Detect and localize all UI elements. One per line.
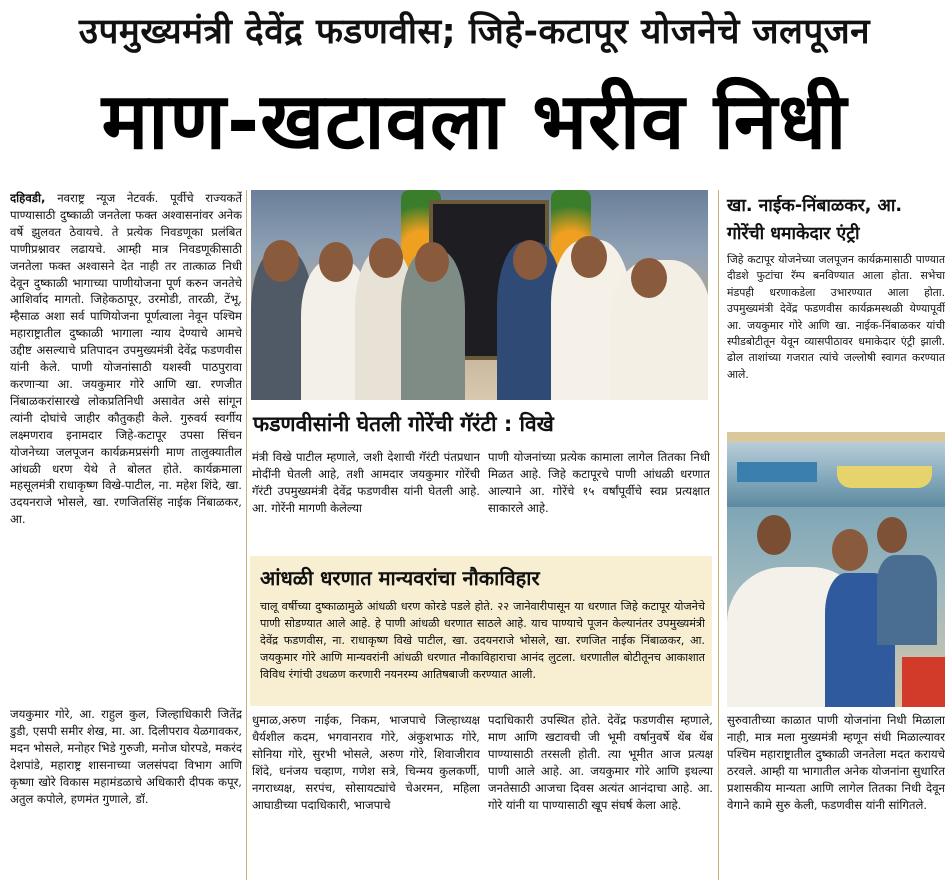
person-head xyxy=(415,242,449,282)
guarantee-heading: फडणवीसांनी घेतली गोरेंची गॅरंटी : विखे xyxy=(253,412,554,436)
person-head xyxy=(832,529,868,571)
main-photo xyxy=(251,190,708,400)
main-headline: माण-खटावला भरीव निधी xyxy=(101,77,848,167)
entry-body: जिहे कटापूर योजनेच्या जलपूजन कार्यक्रमासाठी पाण्यात दीडशे फुटांचा रॅम्प बनविण्यात आला होता. सभेचा मंडपही धरणाकडेला उभारण्यात आला होता. उपमुख्यमंत्री देवेंद्र फडणवीस कार्यक्रमस्थळी येण्यापूर्वी आ. जयकुमार गोरे आणि खा. नाईक-निंबाळकर यांची स्पीडबोटीतून येवून व्यासपीठावर धमाकेदार एंट्री झाली. ढोल ताशांच्या गजरात त्यांचे जल्लोषी स्वागत करण्यात आले. xyxy=(727,253,945,381)
person-head xyxy=(319,242,353,282)
boat-ride-heading: आंधळी धरणात मान्यवरांचा नौकाविहार xyxy=(260,566,540,590)
boat-shape xyxy=(837,466,932,488)
person-head xyxy=(877,517,907,553)
article-column-1 xyxy=(10,190,242,690)
entry-heading: खा. नाईक-निंबाळकर, आ. गोरेंची धमाकेदार एंट्री xyxy=(727,196,903,244)
article-bottom-column-1: जयकुमार गोरे, आ. राहुल कुल, जिल्हाधिकारी जितेंद्र डुडी, एसपी समीर शेख, मा. आ. दिलीपराव येळगावकर, मदन भोसले, मनोहर भिडे गुरुजी, मनोज घोरपडे, मकरंद देशपांडे, महाराष्ट्र शासनाच्या जलसंपदा विभाग आणि कृष्णा खोरे विकास महामंडळाचे अधिकारी दीपक कपूर, अतुल कपोले, हणमंत गुणाले, डॉ. xyxy=(10,707,242,806)
person xyxy=(877,555,937,645)
person-head xyxy=(631,258,667,298)
article-bottom-column-4: सुरुवातीच्या काळात पाणी योजनांना निधी मिळाला नाही, मात्र मला मुख्यमंत्री म्हणून संधी मिळाल्यावर पश्चिम महाराष्ट्रातील दुष्काळी जनतेला मदत करायचे ठरवले. आम्ही या भागातील अनेक योजनांना सुधारित प्रशासकीय मान्यता आणि लागेल तितका निधी देवून वेगाने कामे सुरु केली, फडणवीस यांनी सांगितले. xyxy=(727,713,945,812)
shore-strip xyxy=(727,432,945,442)
boat-ride-photo xyxy=(727,507,945,707)
kicker-headline: उपमुख्यमंत्री देवेंद्र फडणवीस; जिहे-कटापूर योजनेचे जलपूजन xyxy=(78,12,871,52)
article-body-1: पूर्वीचे राज्यकर्ते पाण्यासाठी दुष्काळी जनतेला फक्त अश्वासनांवर अनेक वर्षे झुलवत ठेवायचे. ते प्रत्येक निवडणूका प्रलंबित पाणीप्रश्नावर लढायचे. आम्ही मात्र निवडणूकीसाठी जनतेला फक्त अश्वासने देत नाही तर तात्काळ निधी देवून दुष्काळी भागाच्या पाणीयोजना पूर्ण करुन जनतेचे आशिर्वाद मागतो. जिहेकठापूर, उरमोडी, तारळी, टेंभू, म्हैसाळ अशा सर्व पाणियोजना पूर्णत्वाला नेवून पश्चिम महाराष्ट्रातील दुष्काळी भागाला न्याय देण्याचे आमचे उद्दीष्ट असल्याचे प्रतिपादन उपमुख्यमंत्री देवेंद्र फडणवीस यांनी केले. पाणी योजनांसाठी यशस्वी पाठपुरावा करणाऱ्या आ. जयकुमार गोरे आणि खा. रणजीत निंबाळकरांसारखे लोकप्रतिनिधी असावेत असे सांगून त्यांनी दोघांचे जाहीर कौतुकही केले. गुरुवर्य स्वर्गीय लक्ष्मणराव इनामदार जिहे-कटापूर उपसा सिंचन योजनेच्या जलपूजन कार्यक्रमप्रसंगी माण तालुक्यातील आंधळी धरण येथे ते बोलत होते. कार्यक्रमाला महसूलमंत्री राधाकृष्ण विखे-पाटील, ना. महेश शिंदे, खा. उदयनराजे भोसले, खा. रणजितसिंह नाईक निंबाळकर, आ. xyxy=(10,191,242,527)
boat-ride-body: चालू वर्षीच्या दुष्काळामुळे आंधळी धरण कोरडे पडले होते. २२ जानेवारीपासून या धरणात जिहे कटापूर योजनेचे पाणी सोडण्यात आले आहे. हे पाणी आंधळी धरणात साठले आहे. याच पाण्याचे पूजन केल्यानंतर उपमुख्यमंत्री देवेंद्र फडणवीस, ना. राधाकृष्ण विखे पाटील, खा. उदयनराजे भोसले, खा. रणजित नाईक निंबाळकर, आ. जयकुमार गोरे आणि मान्यवरांनी आंधळी धरणात नौकाविहाराचा आनंद लुटला. धरणातील बोटीतूनच आकाशात विविध रंगांची उधळण करणारी नयनरम्य आतिषबाजी करण्यात आली. xyxy=(260,600,705,682)
article-bottom-column-3: पदाधिकारी उपस्थित होते. देवेंद्र फडणवीस म्हणाले, माण आणि खटावची जी भूमी वर्षानुवर्षे थेंब थेंब पाण्यासाठी तरसली होती. त्या भूमीत आज प्रत्यक्ष पाणी आले आहे. आ. जयकुमार गोरे आणि इथल्या जनतेसाठी आजचा दिवस अत्यंत आनंदाचा आहे. आ. गोरे यांनी या पाण्यासाठी खूप संघर्ष केला आहे. xyxy=(488,713,713,812)
speedboat-photo xyxy=(727,432,945,507)
person-head xyxy=(513,240,547,280)
person-head xyxy=(571,236,607,278)
article-agency: नवराष्ट्र न्यूज नेटवर्क. xyxy=(45,191,159,205)
article-bottom-column-2: धुमाळ,अरुण नाईक, निकम, भाजपाचे जिल्हाध्यक्ष धैर्यशील कदम, भगवानराव गोरे, अंकुशभाऊ गोरे, सोनिया गोरे, सुरभी भोसले, अरुण गोरे, शिवाजीराव शिंदे, धनंजय चव्हाण, गणेश सत्रे, चिन्मय कुलकर्णी, नगराध्यक्ष, सरपंच, सोसायट्यांचे चेअरमन, महिला आघाडीच्या पदाधिकारी, भाजपाचे xyxy=(252,713,480,812)
column-rule xyxy=(246,190,247,880)
guarantee-column-a: मंत्री विखे पाटील म्हणाले, जशी देशाची गॅरंटी पंतप्रधान मोदींनी घेतली आहे, तशी आमदार जयकुमार गोरेंची गॅरंटी उपमुख्यमंत्री देवेंद्र फडणवीस यांनी घेतली आहे. आ. गोरेंनी मागणी केलेल्या xyxy=(252,450,480,515)
boat-ride-box xyxy=(250,556,712,706)
article-dateline: दहिवडी, xyxy=(10,191,46,205)
person-head xyxy=(369,238,403,278)
boat-edge xyxy=(902,657,945,707)
person-head xyxy=(263,240,299,282)
guarantee-column-b: पाणी योजनांच्या प्रत्येक कामाला लागेल तितका निधी मिळत आहे. जिहे कटापूरचे पाणी आंधळी धरणात आल्याने आ. गोरेंचे १५ वर्षांपूर्वीचे स्वप्न प्रत्यक्षात साकारले आहे. xyxy=(488,450,710,515)
person-head xyxy=(757,515,791,555)
boat-shape xyxy=(737,462,817,482)
column-rule xyxy=(718,190,719,880)
